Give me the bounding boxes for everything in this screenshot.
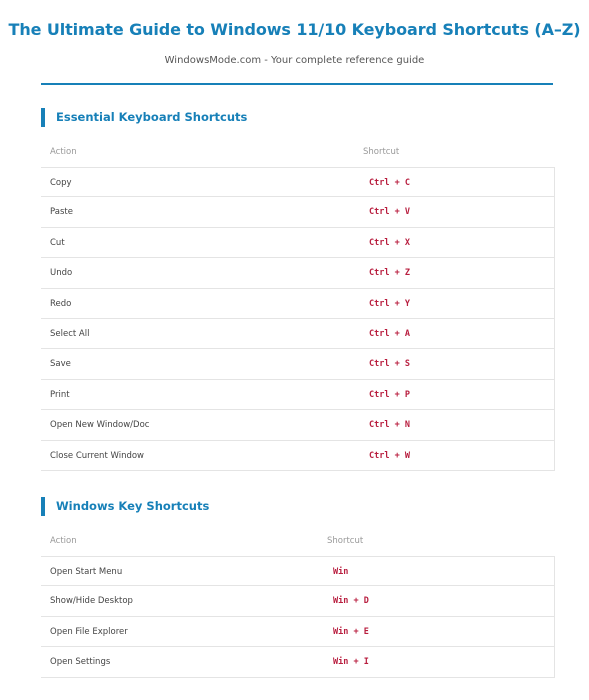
shortcut-cell: Ctrl + S — [369, 359, 410, 370]
table-row — [41, 410, 555, 440]
table-row — [41, 167, 555, 197]
table-header — [41, 528, 555, 556]
page-subtitle: WindowsMode.com - Your complete reference guide — [164, 55, 425, 66]
shortcut-cell: Ctrl + Y — [369, 298, 410, 309]
action-cell: Open File Explorer — [50, 626, 128, 637]
shortcut-cell: Ctrl + W — [369, 450, 410, 461]
action-cell: Copy — [50, 178, 72, 188]
action-cell: Show/Hide Desktop — [50, 596, 133, 607]
action-cell: Close Current Window — [50, 450, 144, 461]
table-row — [41, 349, 555, 379]
table-row — [41, 197, 555, 227]
action-cell: Select All — [50, 328, 90, 339]
table-row — [41, 380, 555, 410]
shortcut-cell: Win + I — [333, 657, 369, 668]
section-title-windows-key: Windows Key Shortcuts — [41, 497, 209, 516]
shortcut-cell: Win + D — [333, 596, 369, 607]
column-header-shortcut: Shortcut — [327, 536, 364, 546]
header-divider — [41, 83, 553, 85]
table-row — [41, 319, 555, 349]
action-cell: Open Start Menu — [50, 567, 123, 577]
action-cell: Print — [50, 389, 70, 400]
essential-shortcuts-table — [41, 139, 555, 471]
action-cell: Open Settings — [50, 657, 111, 668]
shortcut-cell: Ctrl + N — [369, 420, 410, 431]
column-header-action: Action — [50, 147, 77, 157]
table-row — [41, 617, 555, 647]
shortcut-cell: Ctrl + V — [369, 207, 410, 218]
column-header-shortcut: Shortcut — [363, 147, 400, 157]
shortcut-cell: Ctrl + C — [369, 178, 410, 188]
shortcut-cell: Win + E — [333, 626, 369, 637]
shortcut-cell: Win — [333, 567, 349, 577]
table-row — [41, 289, 555, 319]
shortcut-cell: Ctrl + X — [369, 237, 410, 248]
table-row — [41, 647, 555, 677]
table-row — [41, 228, 555, 258]
action-cell: Open New Window/Doc — [50, 420, 150, 431]
table-body — [41, 556, 555, 678]
table-body — [41, 167, 555, 471]
windows-key-shortcuts-table — [41, 528, 555, 678]
table-row — [41, 258, 555, 288]
action-cell: Redo — [50, 298, 72, 309]
table-row — [41, 441, 555, 471]
table-row — [41, 586, 555, 616]
section-title-essential: Essential Keyboard Shortcuts — [41, 108, 247, 127]
action-cell: Save — [50, 359, 71, 370]
table-row — [41, 556, 555, 586]
shortcut-cell: Ctrl + Z — [369, 268, 410, 279]
table-header — [41, 139, 555, 167]
action-cell: Cut — [50, 237, 65, 248]
page-title: The Ultimate Guide to Windows 11/10 Keyboard Shortcuts (A–Z) — [8, 20, 581, 39]
shortcut-cell: Ctrl + A — [369, 328, 410, 339]
action-cell: Undo — [50, 268, 73, 279]
action-cell: Paste — [50, 207, 73, 218]
shortcut-cell: Ctrl + P — [369, 389, 410, 400]
column-header-action: Action — [50, 536, 77, 546]
